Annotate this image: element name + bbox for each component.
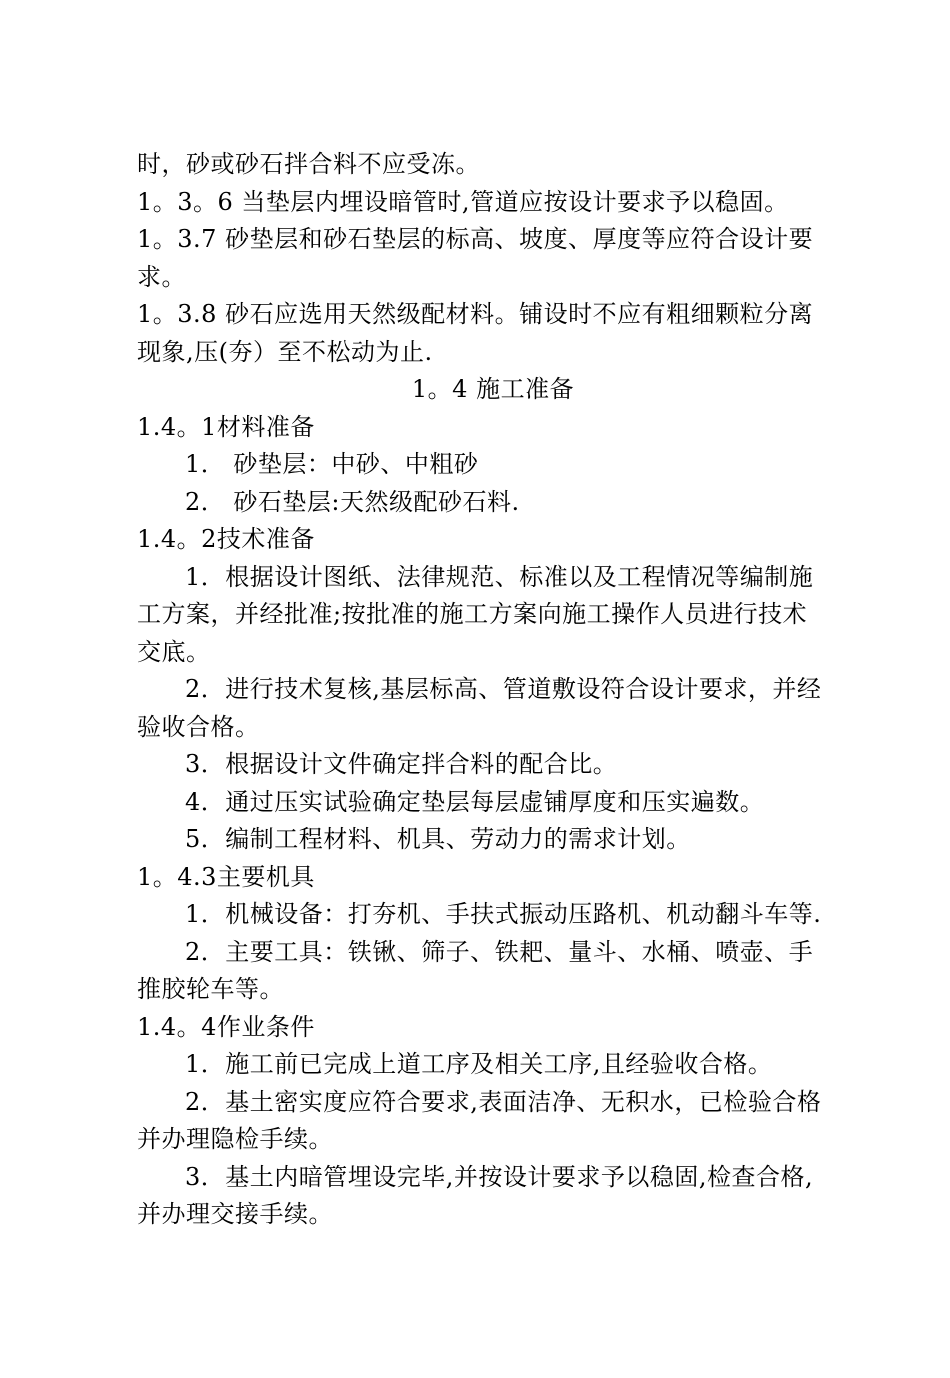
paragraph-line: 1。3.7 砂垫层和砂石垫层的标高、坡度、厚度等应符合设计要 xyxy=(137,225,814,253)
paragraph-line: 1。3。6 当垫层内埋设暗管时,管道应按设计要求予以稳固。 xyxy=(137,187,789,216)
list-item: 1．施工前已完成上道工序及相关工序,且经验收合格。 xyxy=(185,1050,773,1078)
paragraph-line: 工方案，并经批准;按批准的施工方案向施工操作人员进行技术 xyxy=(137,600,808,628)
list-item: 2． 砂石垫层:天然级配砂石料. xyxy=(185,487,520,516)
paragraph-line: 交底。 xyxy=(137,637,211,666)
paragraph-line: 时，砂或砂石拌合料不应受冻。 xyxy=(137,150,480,178)
paragraph-line: 1。3.8 砂石应选用天然级配材料。铺设时不应有粗细颗粒分离 xyxy=(137,300,814,328)
subsection-title: 1。4.3主要机具 xyxy=(137,862,315,891)
paragraph-line: 并办理交接手续。 xyxy=(137,1200,333,1228)
subsection-title: 1.4。4作业条件 xyxy=(137,1012,315,1041)
paragraph-line: 并办理隐检手续。 xyxy=(137,1125,333,1153)
list-item: 1． 砂垫层：中砂、中粗砂 xyxy=(185,450,479,478)
subsection-title: 1.4。1材料准备 xyxy=(137,412,315,441)
paragraph-line: 求。 xyxy=(137,262,186,291)
document-body xyxy=(137,146,849,1234)
paragraph-line: 推胶轮车等。 xyxy=(137,975,284,1003)
list-item: 5．编制工程材料、机具、劳动力的需求计划。 xyxy=(185,825,691,853)
paragraph-line: 现象,压(夯）至不松动为止. xyxy=(137,337,433,366)
list-item: 3．根据设计文件确定拌合料的配合比。 xyxy=(185,750,618,778)
section-heading: 1。4 施工准备 xyxy=(411,375,575,403)
list-item: 1．机械设备：打夯机、手扶式振动压路机、机动翻斗车等. xyxy=(185,900,822,928)
list-item: 2．基土密实度应符合要求,表面洁净、无积水，已检验合格 xyxy=(185,1087,822,1116)
list-item: 1．根据设计图纸、法律规范、标准以及工程情况等编制施 xyxy=(185,562,814,591)
subsection-title: 1.4。2技术准备 xyxy=(137,525,315,553)
list-item: 2．进行技术复核,基层标高、管道敷设符合设计要求，并经 xyxy=(185,675,822,703)
list-item: 4．通过压实试验确定垫层每层虚铺厚度和压实遍数。 xyxy=(185,787,765,816)
paragraph-line: 验收合格。 xyxy=(137,712,260,741)
list-item: 2．主要工具：铁锹、筛子、铁耙、量斗、水桶、喷壶、手 xyxy=(185,937,814,966)
list-item: 3．基土内暗管埋设完毕,并按设计要求予以稳固,检查合格, xyxy=(185,1162,814,1191)
